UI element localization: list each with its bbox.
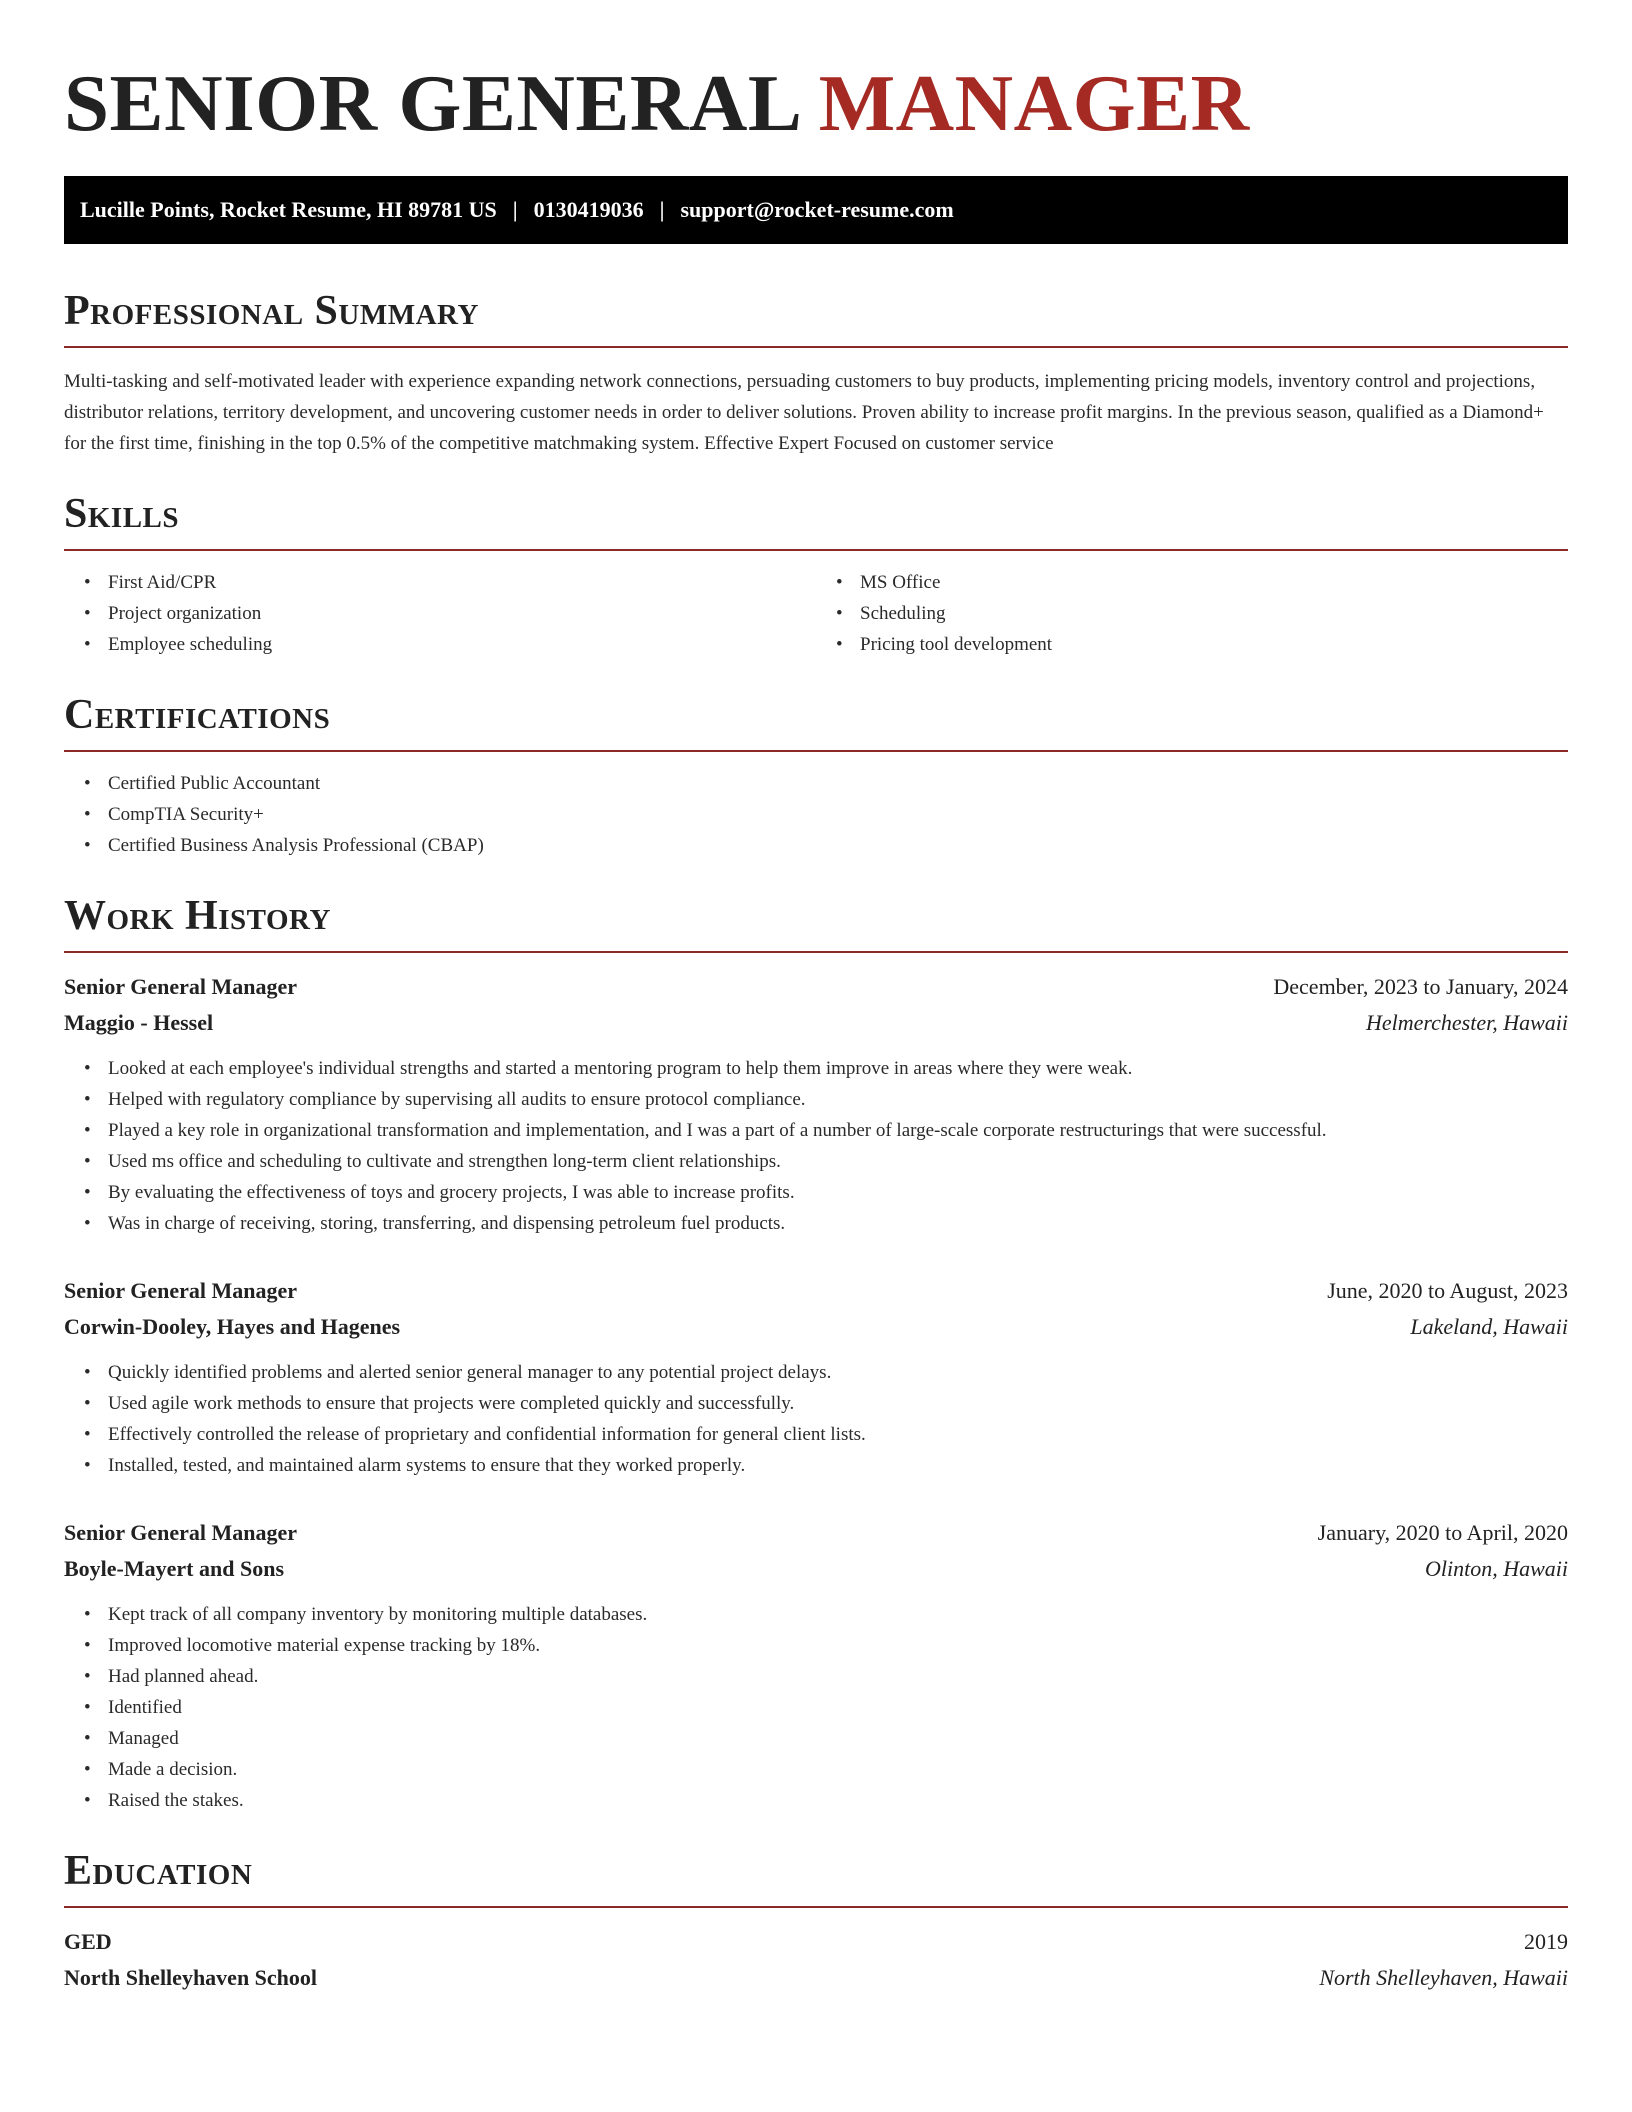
- certification-item: • CompTIA Security+: [108, 799, 1568, 830]
- job-bullet: • Was in charge of receiving, storing, transferring, and dispensing petroleum fuel products.: [108, 1208, 1568, 1239]
- job-location: Lakeland, Hawaii: [1410, 1314, 1568, 1339]
- education-entry: [64, 1924, 1568, 1996]
- job-entry: [64, 969, 1568, 1239]
- job-bullet: • Looked at each employee's individual strengths and started a mentoring program to help them improve in areas where they were weak.: [108, 1053, 1568, 1084]
- job-dates: June, 2020 to August, 2023: [1327, 1278, 1568, 1303]
- education-heading: Education: [64, 1846, 1568, 1908]
- certifications-list: [64, 768, 1568, 861]
- skills-list-left: [64, 567, 816, 660]
- job-bullet: • Raised the stakes.: [108, 1785, 1568, 1816]
- education-location: North Shelleyhaven, Hawaii: [1319, 1965, 1568, 1990]
- education-section: [64, 1846, 1568, 1996]
- summary-text: Multi-tasking and self-motivated leader with experience expanding network connections, persuading customers to buy products, implementing pricing models, inventory control and projections, distributor relations, territory development, and uncovering customer needs in order to deliver solutions. Proven ability to increase profit margins. In the previous season, qualified as a Diamond+ for the first time, finishing in the top 0.5% of the competitive matchmaking system. Effective Expert Focused on customer service: [64, 371, 1544, 454]
- contact-phone: 0130419036: [533, 197, 644, 222]
- job-bullet: • Used agile work methods to ensure that projects were completed quickly and successfully.: [108, 1388, 1568, 1419]
- job-title: Senior General Manager: [64, 974, 297, 999]
- job-bullet: • Managed: [108, 1723, 1568, 1754]
- contact-separator: |: [659, 197, 665, 222]
- job-bullet: • Identified: [108, 1692, 1568, 1723]
- skill-item: • MS Office: [860, 567, 1568, 598]
- job-bullets: [64, 1599, 1568, 1816]
- job-company: Corwin-Dooley, Hayes and Hagenes: [64, 1314, 401, 1339]
- job-company-row: [64, 1309, 1568, 1345]
- summary-heading: Professional Summary: [64, 286, 1568, 348]
- education-degree: GED: [64, 1929, 112, 1954]
- job-company: Maggio - Hessel: [64, 1010, 214, 1035]
- education-header-row: [64, 1924, 1568, 1960]
- skill-item: • Employee scheduling: [108, 629, 816, 660]
- job-company-row: [64, 1005, 1568, 1041]
- certifications-section: [64, 690, 1568, 861]
- skill-item: • Pricing tool development: [860, 629, 1568, 660]
- job-bullet: • Had planned ahead.: [108, 1661, 1568, 1692]
- job-bullet: • Played a key role in organizational transformation and implementation, and I was a part of a number of large-scale corporate restructurings that were successful.: [108, 1115, 1568, 1146]
- skill-item: • Scheduling: [860, 598, 1568, 629]
- job-dates: January, 2020 to April, 2020: [1317, 1520, 1568, 1545]
- job-bullet: • Kept track of all company inventory by monitoring multiple databases.: [108, 1599, 1568, 1630]
- job-bullet: • Quickly identified problems and alerted senior general manager to any potential project delays.: [108, 1357, 1568, 1388]
- job-header-row: [64, 1273, 1568, 1309]
- skill-item: • First Aid/CPR: [108, 567, 816, 598]
- job-location: Helmerchester, Hawaii: [1365, 1010, 1568, 1035]
- job-company: Boyle-Mayert and Sons: [64, 1556, 284, 1581]
- job-bullet: • Installed, tested, and maintained alarm systems to ensure that they worked properly.: [108, 1450, 1568, 1481]
- job-dates: December, 2023 to January, 2024: [1273, 974, 1568, 999]
- job-bullets: [64, 1053, 1568, 1239]
- job-location: Olinton, Hawaii: [1424, 1556, 1568, 1581]
- contact-separator: |: [512, 197, 518, 222]
- job-entry: [64, 1273, 1568, 1481]
- skills-section: [64, 489, 1568, 660]
- skills-list-right: [816, 567, 1568, 660]
- certification-item: • Certified Business Analysis Professional (CBAP): [108, 830, 1568, 861]
- summary-section: [64, 286, 1568, 459]
- job-bullet: • By evaluating the effectiveness of toys and grocery projects, I was able to increase profits.: [108, 1177, 1568, 1208]
- certifications-heading: Certifications: [64, 690, 1568, 752]
- job-entry: [64, 1515, 1568, 1816]
- contact-address: Lucille Points, Rocket Resume, HI 89781 US: [80, 197, 497, 222]
- job-bullet: • Effectively controlled the release of proprietary and confidential information for general client lists.: [108, 1419, 1568, 1450]
- job-company-row: [64, 1551, 1568, 1587]
- education-school-row: [64, 1960, 1568, 1996]
- job-title: Senior General Manager: [64, 1520, 297, 1545]
- contact-bar: [64, 176, 1568, 244]
- contact-email: support@rocket-resume.com: [680, 197, 954, 222]
- title-accent: MANAGER: [818, 58, 1250, 148]
- title-main: SENIOR GENERAL: [64, 58, 798, 148]
- skill-item: • Project organization: [108, 598, 816, 629]
- certification-item: • Certified Public Accountant: [108, 768, 1568, 799]
- skills-heading: Skills: [64, 489, 1568, 551]
- job-bullet: • Made a decision.: [108, 1754, 1568, 1785]
- education-school: North Shelleyhaven School: [64, 1965, 318, 1990]
- education-year: 2019: [1524, 1929, 1568, 1954]
- job-bullet: • Used ms office and scheduling to cultivate and strengthen long-term client relationships.: [108, 1146, 1568, 1177]
- work-history-section: [64, 891, 1568, 1816]
- job-header-row: [64, 969, 1568, 1005]
- job-bullet: • Improved locomotive material expense tracking by 18%.: [108, 1630, 1568, 1661]
- job-bullet: • Helped with regulatory compliance by supervising all audits to ensure protocol compliance.: [108, 1084, 1568, 1115]
- job-title: Senior General Manager: [64, 1278, 297, 1303]
- skills-grid: [64, 551, 1568, 660]
- job-header-row: [64, 1515, 1568, 1551]
- resume-title: [64, 0, 1568, 148]
- job-bullets: [64, 1357, 1568, 1481]
- work-history-heading: Work History: [64, 891, 1568, 953]
